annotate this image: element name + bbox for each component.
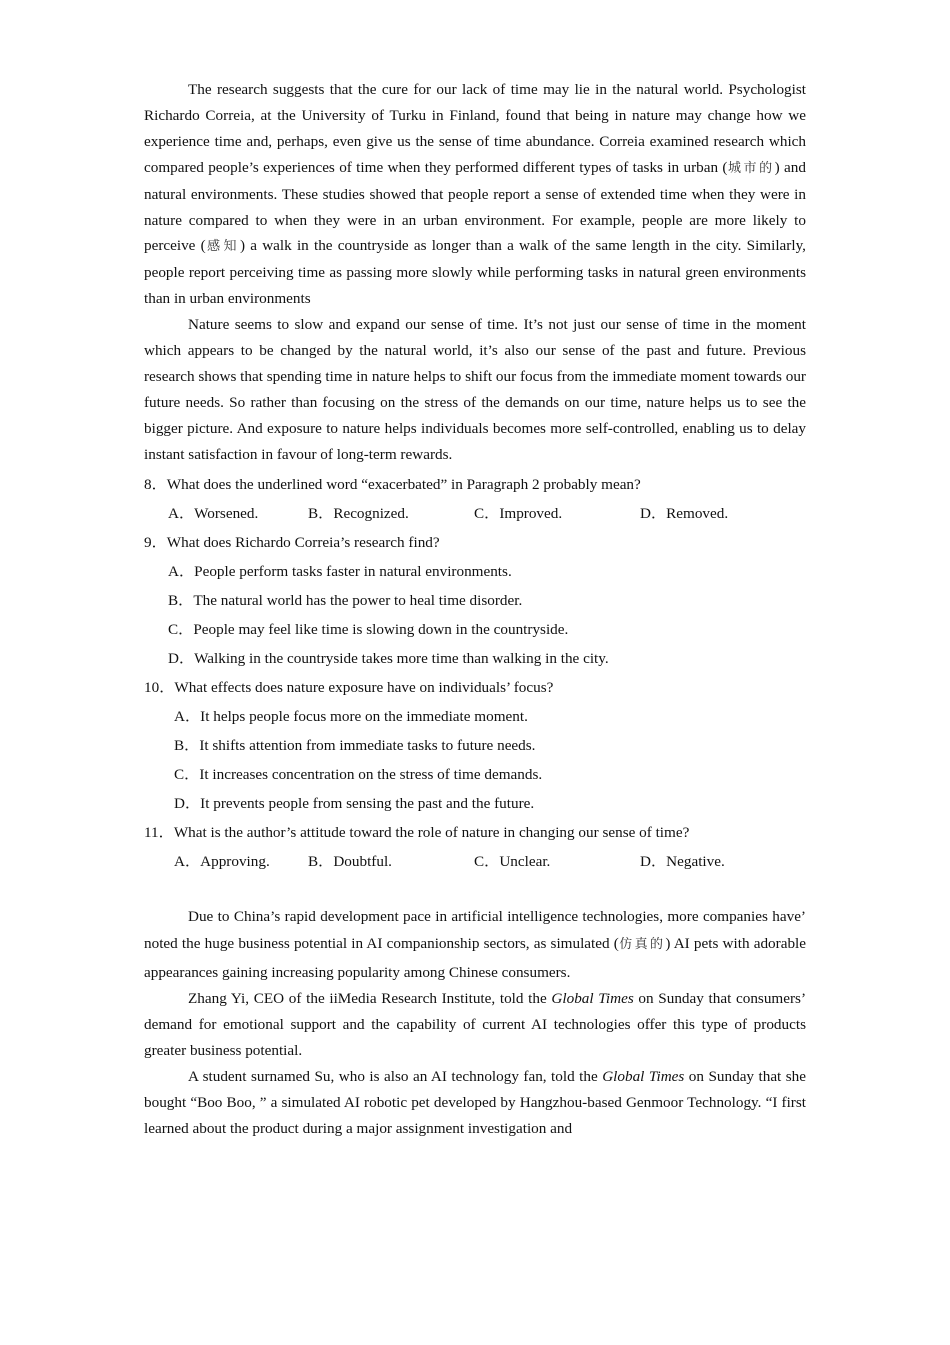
exam-page — [144, 77, 806, 1142]
question-number: 11． — [144, 823, 174, 841]
question-10 — [144, 673, 806, 702]
option-c[interactable]: C．Unclear. — [474, 852, 551, 870]
question-text: What is the author’s attitude toward the role of nature in changing our sense of time? — [173, 823, 690, 841]
option-b[interactable]: B．It shifts attention from immediate tasks to future needs. — [174, 736, 536, 754]
text-run: A student surnamed Su, who is also an AI technology fan, told the — [188, 1067, 603, 1085]
text-run: ) AI pets with adorable appearances gaining increasing popularity among Chinese consumers. — [144, 935, 806, 981]
question-number: 10． — [144, 678, 175, 696]
chinese-gloss: 城市的 — [727, 160, 775, 176]
option-b[interactable]: B．Recognized. — [308, 504, 409, 522]
publication-name: Global Times — [551, 990, 634, 1008]
question-text: What does Richardo Correia’s research find? — [166, 533, 440, 551]
passage-paragraph — [144, 903, 806, 987]
section-gap — [144, 876, 806, 903]
question-number: 9． — [144, 533, 167, 551]
option-d[interactable]: D．Removed. — [640, 504, 729, 522]
text-run: Zhang Yi, CEO of the iiMedia Research Institute, told the — [188, 990, 552, 1008]
chinese-gloss: 仿真的 — [618, 937, 666, 953]
option-d[interactable]: D．It prevents people from sensing the past and the future. — [174, 794, 535, 812]
passage-paragraph — [144, 986, 806, 1064]
option-c[interactable]: C．Improved. — [474, 504, 563, 522]
text-run: on Sunday that she bought “Boo Boo, ” a simulated AI robotic pet developed by Hangzhou-based Genmoor Technology. “I first learned about the product during a major assignment investigation and — [144, 1067, 806, 1137]
option-a[interactable]: A．It helps people focus more on the immediate moment. — [174, 707, 528, 725]
text-run: ) and natural environments. These studies showed that people report a sense of extended time when they were in nature compared to when they were in an urban environment. For example, people are more likely to perceive ( — [144, 158, 806, 255]
text-run: ) a walk in the countryside as longer than a walk of the same length in the city. Similarly, people report perceiving time as passing more slowly while performing tasks in natural green environments than in urban environments — [144, 237, 806, 308]
question-8 — [144, 470, 806, 499]
text-run: on Sunday that consumers’ demand for emotional support and the capability of current AI technologies offer this type of products greater business potential. — [144, 990, 807, 1059]
passage-paragraph — [144, 1064, 806, 1142]
option-b[interactable]: B．The natural world has the power to heal time disorder. — [168, 591, 523, 609]
question-text: What does the underlined word “exacerbated” in Paragraph 2 probably mean? — [166, 475, 641, 493]
option-d[interactable]: D．Negative. — [640, 852, 725, 870]
question-9 — [144, 528, 806, 557]
option-a[interactable]: A．Worsened. — [168, 504, 259, 522]
option-c[interactable]: C．It increases concentration on the stress of time demands. — [174, 765, 543, 783]
text-run: The research suggests that the cure for our lack of time may lie in the natural world. Psychologist Richardo Correia, at the University of Turku in Finland, found that being in nature may change how we experience time and, perhaps, even give us the sense of time abundance. Correia examined research which compared people’s experiences of time when they performed different types of tasks in urban ( — [144, 81, 806, 176]
option-b[interactable]: B．Doubtful. — [308, 852, 392, 870]
publication-name: Global Times — [602, 1067, 685, 1085]
question-text: What effects does nature exposure have on individuals’ focus? — [174, 678, 554, 696]
question-11-options — [144, 847, 806, 876]
text-run: Due to China’s rapid development pace in artificial intelligence technologies, more companies have’ noted the huge business potential in AI companionship sectors, as simulated ( — [144, 907, 806, 953]
passage-paragraph: Nature seems to slow and expand our sense of time. It’s not just our sense of time in the moment which appears to be changed by the natural world, it’s also our sense of the past and future. Previous research shows that spending time in nature helps to shift our focus from the immediate moment towards our future needs. So rather than focusing on the stress of the demands on our time, nature helps us to see the bigger picture. And exposure to nature helps individuals becomes more self-controlled, enabling us to delay instant satisfaction in favour of long-term rewards. — [144, 316, 806, 463]
passage-paragraph — [144, 77, 806, 312]
question-number: 8． — [144, 475, 167, 493]
question-11 — [144, 818, 806, 847]
option-d[interactable]: D．Walking in the countryside takes more time than walking in the city. — [168, 649, 609, 667]
option-a[interactable]: A．Approving. — [174, 852, 270, 870]
option-c[interactable]: C．People may feel like time is slowing down in the countryside. — [168, 620, 569, 638]
question-8-options — [144, 499, 806, 528]
chinese-gloss: 感知 — [205, 239, 240, 255]
option-a[interactable]: A．People perform tasks faster in natural environments. — [168, 562, 512, 580]
